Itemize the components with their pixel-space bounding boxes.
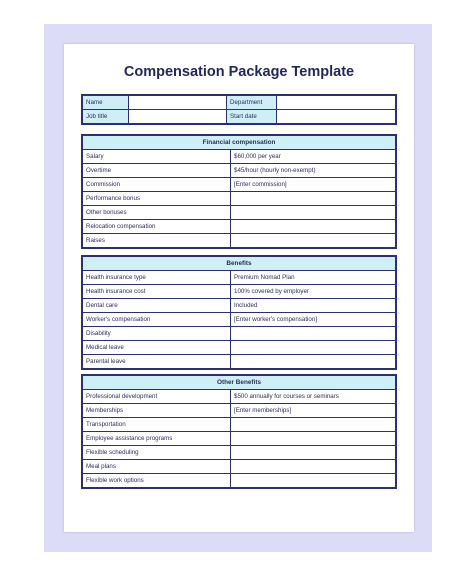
row-label: Overtime (83, 164, 231, 178)
row-value[interactable] (231, 460, 396, 474)
row-value[interactable] (231, 446, 396, 460)
financial-compensation-table (82, 135, 396, 248)
table-row (83, 404, 396, 418)
table-row (83, 192, 396, 206)
table-row (83, 178, 396, 192)
table-row (83, 432, 396, 446)
row-label: Health insurance cost (83, 285, 231, 299)
row-label: Other bonuses (83, 206, 231, 220)
row-label: Professional development (83, 390, 231, 404)
row-value[interactable]: Premium Nomad Plan (231, 271, 396, 285)
row-value[interactable]: [Enter commission] (231, 178, 396, 192)
table-row (83, 460, 396, 474)
row-value[interactable] (231, 192, 396, 206)
row-label: Raises (83, 234, 231, 248)
table-row (83, 327, 396, 341)
start-date-field[interactable] (277, 110, 396, 124)
row-value[interactable] (231, 355, 396, 369)
row-label: Flexible scheduling (83, 446, 231, 460)
row-value[interactable] (231, 234, 396, 248)
row-label: Flexible work options (83, 474, 231, 488)
row-value[interactable]: [Enter worker's compensation] (231, 313, 396, 327)
row-value[interactable]: $60,000 per year (231, 150, 396, 164)
row-value[interactable] (231, 327, 396, 341)
table-row (83, 150, 396, 164)
department-label: Department (227, 96, 277, 110)
name-label: Name (83, 96, 129, 110)
row-label: Disability (83, 327, 231, 341)
template-sheet (64, 44, 414, 532)
row-label: Memberships (83, 404, 231, 418)
row-label: Employee assistance programs (83, 432, 231, 446)
table-row (83, 164, 396, 178)
row-label: Health insurance type (83, 271, 231, 285)
benefits-table (82, 256, 396, 369)
table-row (83, 390, 396, 404)
row-label: Worker's compensation (83, 313, 231, 327)
section-heading: Benefits (83, 257, 396, 271)
other-benefits-table (82, 375, 396, 488)
start-date-label: Start date (227, 110, 277, 124)
page-title: Compensation Package Template (123, 64, 355, 80)
section-heading: Financial compensation (83, 136, 396, 150)
table-row (83, 271, 396, 285)
row-value[interactable] (231, 432, 396, 446)
name-field[interactable] (129, 96, 227, 110)
job-title-label: Job title (83, 110, 129, 124)
row-label: Transportation (83, 418, 231, 432)
table-row (83, 234, 396, 248)
row-label: Performance bonus (83, 192, 231, 206)
row-value[interactable] (231, 341, 396, 355)
table-row (83, 446, 396, 460)
table-row (83, 285, 396, 299)
row-value[interactable] (231, 206, 396, 220)
row-value[interactable] (231, 418, 396, 432)
row-value[interactable]: $45/hour (hourly non-exempt) (231, 164, 396, 178)
table-row (83, 313, 396, 327)
employee-info-table (82, 95, 396, 124)
row-value[interactable]: Included (231, 299, 396, 313)
table-row (83, 355, 396, 369)
job-title-field[interactable] (129, 110, 227, 124)
row-label: Relocation compensation (83, 220, 231, 234)
row-value[interactable]: 100% covered by employer (231, 285, 396, 299)
row-value[interactable]: $500 annually for courses or seminars (231, 390, 396, 404)
section-heading: Other Benefits (83, 376, 396, 390)
department-field[interactable] (277, 96, 396, 110)
row-label: Dental care (83, 299, 231, 313)
table-row (83, 418, 396, 432)
table-row (83, 220, 396, 234)
row-label: Commission (83, 178, 231, 192)
row-label: Parental leave (83, 355, 231, 369)
row-label: Salary (83, 150, 231, 164)
row-value[interactable]: [Enter memberships] (231, 404, 396, 418)
table-row (83, 299, 396, 313)
table-row (83, 341, 396, 355)
row-value[interactable] (231, 474, 396, 488)
row-label: Meal plans (83, 460, 231, 474)
table-row (83, 474, 396, 488)
row-label: Medical leave (83, 341, 231, 355)
table-row (83, 206, 396, 220)
row-value[interactable] (231, 220, 396, 234)
